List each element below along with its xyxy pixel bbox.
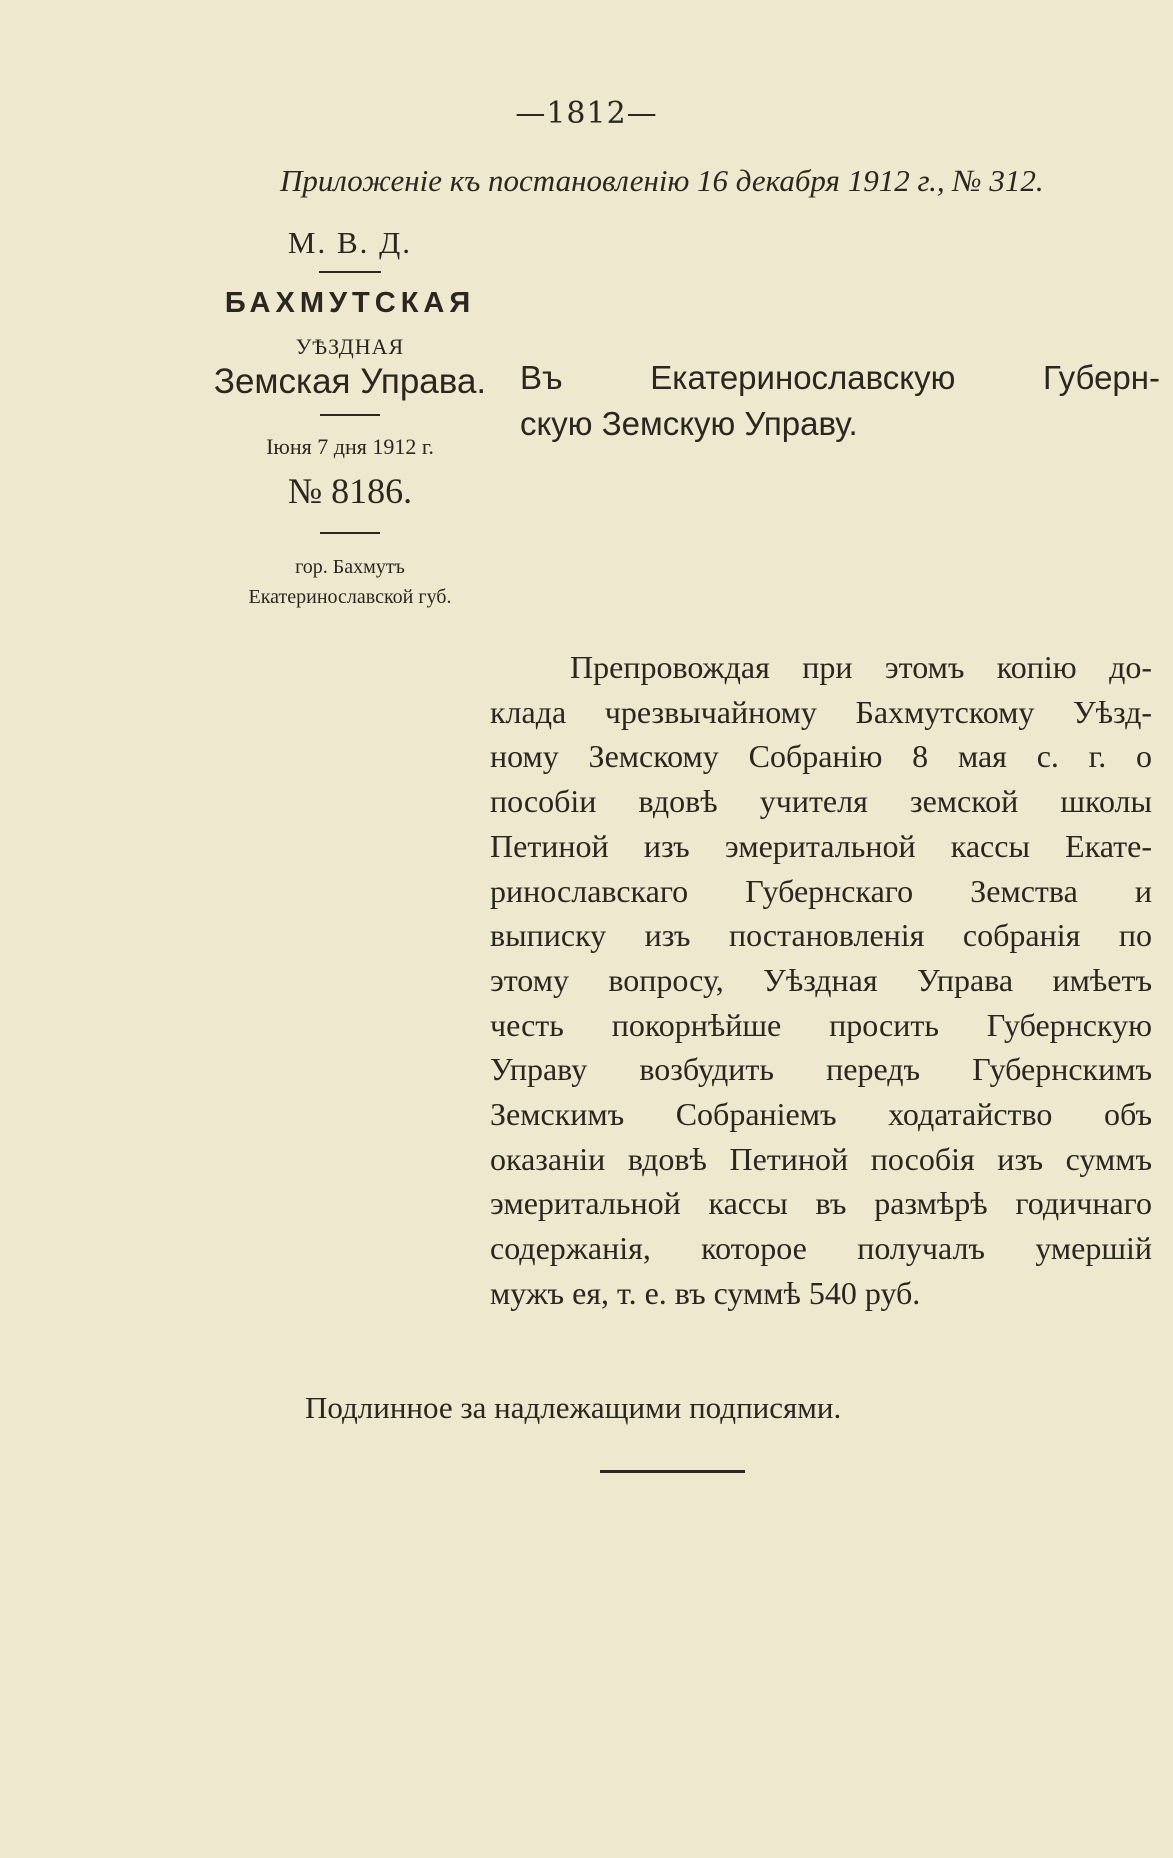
letter-body [490,645,1152,1316]
org-subtitle: УѢЗДНАЯ [295,334,405,359]
body-line: эмеритальной кассы въ размѣрѣ годичнаго [490,1185,1152,1222]
org-title: Земская Управа. [213,362,487,401]
appendix-note: Приложеніе къ постановленію 16 декабря 1912 г., № 312. [280,163,1044,198]
body-line: Препровождая при этомъ копію до- [570,649,1152,685]
body-line: оказаніи вдовѣ Петиной пособія изъ суммъ [490,1140,1152,1177]
divider [319,271,381,273]
body-line: этому вопросу, Уѣздная Управа имѣетъ [490,961,1152,998]
body-line: Земскимъ Собраніемъ ходатайство объ [490,1096,1152,1133]
body-line: выписку изъ постановленія собранія по [490,917,1152,954]
divider [320,532,380,534]
sender-block [195,225,505,612]
org-name: БАХМУТСКАЯ [224,287,476,319]
body-line: Управу возбудить передъ Губернскимъ [490,1051,1152,1088]
divider [320,414,380,416]
city-line-2: Екатеринославской губ. [248,586,452,608]
signature-note: Подлинное за надлежащими подписями. [305,1390,842,1425]
page-number: —1812— [515,96,658,131]
addressee-line-2: скую Земскую Управу. [520,405,858,442]
city-line-1: гор. Бахмутъ [295,556,405,578]
end-divider [600,1470,745,1473]
body-line: Петиной изъ эмеритальной кассы Екате- [490,827,1152,864]
body-line: клада чрезвычайному Бахмутскому Уѣзд- [490,693,1152,730]
addressee-line-1: Въ Екатеринославскую Губерн- [520,359,1160,396]
body-line: ному Земскому Собранію 8 мая с. г. о [490,738,1152,775]
body-line: мужъ ея, т. е. въ суммѣ 540 руб. [490,1274,921,1311]
letter-number: № 8186. [287,471,413,511]
sender-city [195,552,505,612]
addressee [520,355,1160,447]
body-line: пособіи вдовѣ учителя земской школы [490,783,1152,820]
ministry-label: М. В. Д. [287,225,413,260]
body-line: ринославскаго Губернскаго Земства и [490,872,1152,909]
body-line: содержанія, которое получалъ умершій [490,1230,1152,1267]
letter-date: Іюня 7 дня 1912 г. [266,434,434,459]
body-line: честь покорнѣйше просить Губернскую [490,1006,1152,1043]
